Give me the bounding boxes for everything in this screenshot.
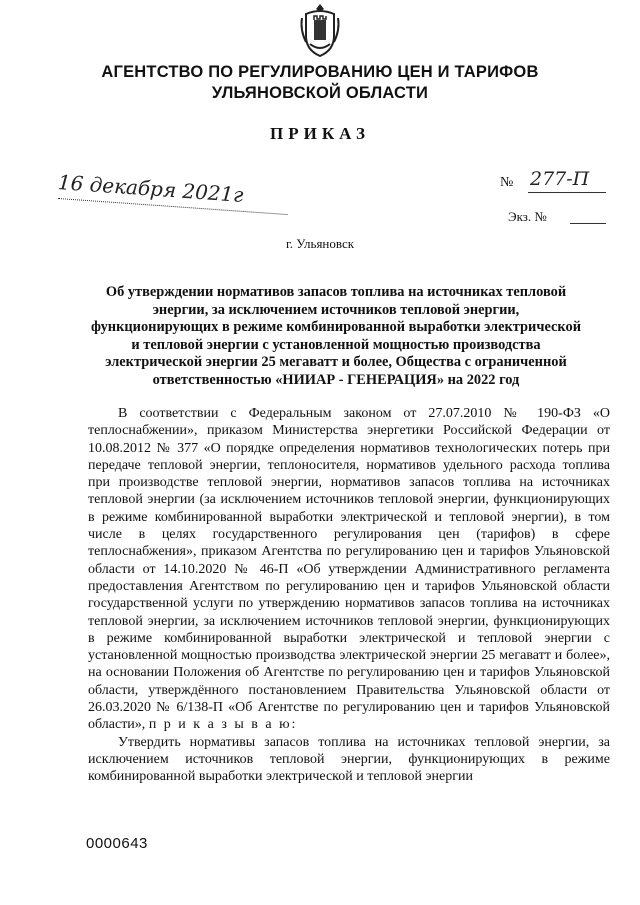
order-title: ПРИКАЗ (270, 124, 370, 143)
heading-line: электрической энергии 25 мегаватт и более, Общества с ограниченной (105, 354, 567, 371)
handwritten-date: 16 декабря 2021г (57, 170, 245, 207)
order-number-label: № (500, 175, 514, 190)
coat-of-arms-icon (298, 2, 342, 58)
heading-line: и тепловой энергии с установленной мощностью производства (131, 336, 541, 353)
preamble-text: В соответствии с Федеральным законом от 27.07.2010 № 190-ФЗ «О теплоснабжении», приказом Министерства энергетики Российской Федерации от 10.08.2012 № 377 «О порядке определения нормативов технологических потерь при передаче тепловой энергии, теплоносителя, нормативов удельного расхода топлива при производстве тепловой энергии, нормативов запасов топлива на источниках тепловой энергии (за исключением источников тепловой энергии, функционирующих в режиме комбинированной выработки электрической и тепловой энергии), в том числе в целях государственного регулирования цен (тарифов) в сфере теплоснабжения», приказом Агентства по регулированию цен и тарифов Ульяновской области от 14.10.2020 № 46-П «Об утверждении Административного регламента предоставления Агентством по регулированию цен и тарифов Ульяновской области государственной услуги по утверждению нормативов запасов топлива на источниках тепловой энергии, за исключением источников тепловой энергии, функционирующих в режиме комбинированной выработки электрической и тепловой энергии с установленной мощностью производства электрической энергии 25 мегаватт и более», на основании Положения об Агентстве по регулированию цен и тарифов Ульяновской области, утверждённого постановлением Правительства Ульяновской области от 26.03.2020 № 6/138-П «Об Агентстве по регулированию цен и тарифов Ульяновской области», (88, 406, 610, 733)
order-verb: п р и к а з ы в а ю: (148, 717, 298, 733)
operative-paragraph: Утвердить нормативы запасов топлива на источниках тепловой энергии, за исключением источников тепловой энергии, функционирующих в режиме комбинированной выработки электрической и тепловой энергии (88, 734, 610, 785)
order-number-underline (528, 192, 606, 193)
preamble-paragraph (88, 405, 610, 734)
copy-number-blank (570, 223, 606, 224)
heading-line: Об утверждении нормативов запасов топлива на источниках тепловой (105, 284, 567, 300)
order-body (88, 405, 610, 786)
order-heading (60, 284, 612, 390)
agency-name-line1: АГЕНТСТВО ПО РЕГУЛИРОВАНИЮ ЦЕН И ТАРИФОВ (101, 63, 539, 81)
heading-line: функционирующих в режиме комбинированной выработки электрической (91, 319, 581, 336)
agency-name (0, 62, 640, 104)
city: г. Ульяновск (285, 236, 355, 251)
document-code: 0000643 (86, 835, 148, 852)
heading-line: ответственностью «НИИАР - ГЕНЕРАЦИЯ» на 2022 год (152, 371, 520, 388)
copy-number-label: Экз. № (508, 209, 547, 224)
agency-name-line2: УЛЬЯНОВСКОЙ ОБЛАСТИ (211, 84, 429, 102)
heading-line: энергии, за исключением источников тепловой энергии, (152, 301, 520, 318)
handwritten-order-number: 277-П (530, 168, 590, 190)
